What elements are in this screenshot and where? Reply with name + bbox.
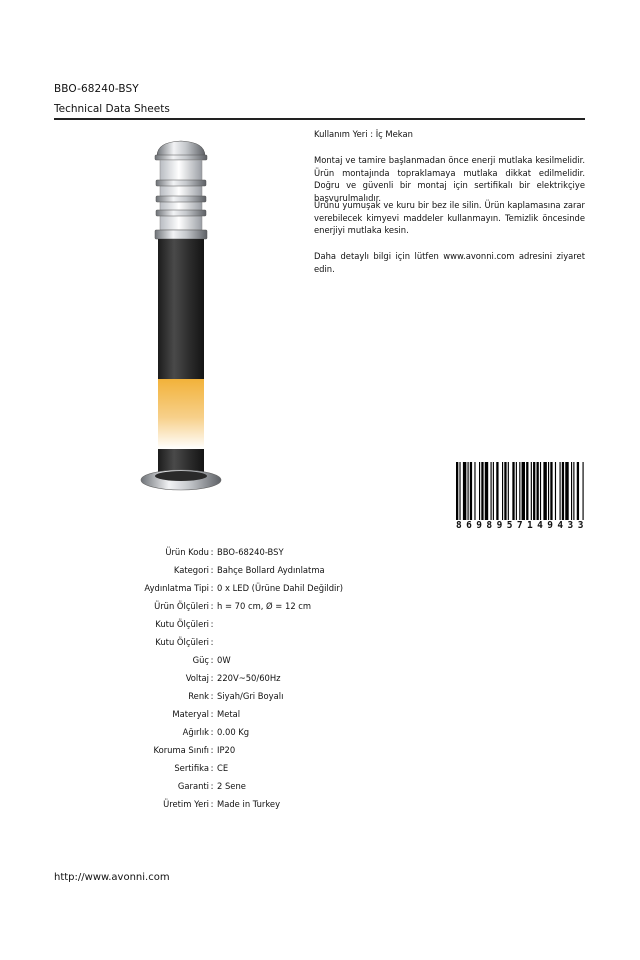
spec-label: Kutu Ölçüleri <box>155 619 209 629</box>
spec-row: Ağırlık : 0.00 Kg <box>60 723 343 741</box>
barcode-digit: 8 <box>456 520 463 531</box>
spec-row: Üretim Yeri : Made in Turkey <box>60 795 343 813</box>
barcode-digit: 4 <box>537 520 544 531</box>
header-divider <box>54 118 585 120</box>
usage-location: Kullanım Yeri : İç Mekan <box>314 129 413 139</box>
spec-label: Kutu Ölçüleri <box>155 637 209 647</box>
spec-row: Ürün Kodu : BBO-68240-BSY <box>60 543 343 561</box>
spec-label: Ağırlık <box>182 727 209 737</box>
barcode-digit: 3 <box>567 520 574 531</box>
barcode-digit: 6 <box>466 520 473 531</box>
more-info-paragraph: Daha detaylı bilgi için lütfen www.avonni.com adresini ziyaret edin. <box>314 251 585 274</box>
spec-row: Garanti : 2 Sene <box>60 777 343 795</box>
spec-label: Materyal <box>172 709 209 719</box>
spec-label: Renk <box>188 691 209 701</box>
spec-row: Kategori : Bahçe Bollard Aydınlatma <box>60 561 343 579</box>
spec-row: Renk : Siyah/Gri Boyalı <box>60 687 343 705</box>
spec-value: Bahçe Bollard Aydınlatma <box>217 565 325 575</box>
spec-label: Koruma Sınıfı <box>153 745 209 755</box>
barcode-digit: 9 <box>476 520 483 531</box>
spec-row: Aydınlatma Tipi : 0 x LED (Ürüne Dahil Değildir) <box>60 579 343 597</box>
spec-value: 0W <box>217 655 231 665</box>
spec-label: Aydınlatma Tipi <box>144 583 209 593</box>
barcode-digit: 7 <box>516 520 524 531</box>
spec-row: Sertifika : CE <box>60 759 343 777</box>
spec-row: Voltaj : 220V~50/60Hz <box>60 669 343 687</box>
barcode-digit: 4 <box>557 520 564 531</box>
cleaning-paragraph: Ürünü yumuşak ve kuru bir bez ile silin. Ürün kaplamasına zarar verebilecek kimyevi maddeler kullanmayın. Temizlik öncesinde enerjiyi mutlaka kesin. <box>314 200 585 235</box>
spec-label: Garanti <box>177 781 209 791</box>
spec-label: Kategori <box>173 565 209 575</box>
barcode-digit: 8 <box>486 520 493 531</box>
spec-row: Ürün Ölçüleri : h = 70 cm, Ø = 12 cm <box>60 597 343 615</box>
spec-value: 220V~50/60Hz <box>217 673 281 683</box>
spec-label: Voltaj <box>185 673 209 683</box>
spec-value: 2 Sene <box>217 781 246 791</box>
barcode <box>456 462 584 532</box>
spec-value: BBO-68240-BSY <box>217 547 284 557</box>
safety-paragraph: Montaj ve tamire başlanmadan önce enerji mutlaka kesilmelidir. Ürün montajında topraklamaya mutlaka dikkat edilmelidir. Doğru ve güvenli bir montaj için sertifikalı bir elektrikçiye başvurulmalıdır. <box>314 155 585 203</box>
barcode-bars <box>456 462 584 520</box>
barcode-digit: 1 <box>526 520 534 531</box>
document-subtitle: Technical Data Sheets <box>54 103 170 115</box>
barcode-digit: 9 <box>496 520 503 531</box>
spec-row: Kutu Ölçüleri : <box>60 615 343 633</box>
spec-table <box>60 543 343 813</box>
product-code-heading: BBO-68240-BSY <box>54 83 139 95</box>
spec-label: Sertifika <box>174 763 209 773</box>
spec-value: 0.00 Kg <box>217 727 250 737</box>
spec-label: Ürün Ölçüleri <box>154 601 209 611</box>
spec-row: Koruma Sınıfı : IP20 <box>60 741 343 759</box>
spec-value: Made in Turkey <box>217 799 281 809</box>
spec-value: h = 70 cm, Ø = 12 cm <box>217 601 312 611</box>
spec-value: Siyah/Gri Boyalı <box>217 691 284 701</box>
spec-row: Kutu Ölçüleri : <box>60 633 343 651</box>
website-link[interactable]: http://www.avonni.com <box>54 872 170 883</box>
barcode-digit: 3 <box>577 520 584 531</box>
spec-value: CE <box>217 763 229 773</box>
bollard-lamp-image <box>135 138 235 498</box>
spec-value: 0 x LED (Ürüne Dahil Değildir) <box>217 583 344 593</box>
spec-row: Güç : 0W <box>60 651 343 669</box>
barcode-digit: 9 <box>547 520 554 531</box>
barcode-digits <box>456 520 584 531</box>
spec-label: Güç <box>192 655 209 665</box>
barcode-digit: 5 <box>506 520 513 531</box>
spec-value: IP20 <box>217 745 236 755</box>
spec-row: Materyal : Metal <box>60 705 343 723</box>
spec-value: Metal <box>217 709 241 719</box>
spec-label: Ürün Kodu <box>165 547 209 557</box>
spec-label: Üretim Yeri <box>163 799 209 809</box>
